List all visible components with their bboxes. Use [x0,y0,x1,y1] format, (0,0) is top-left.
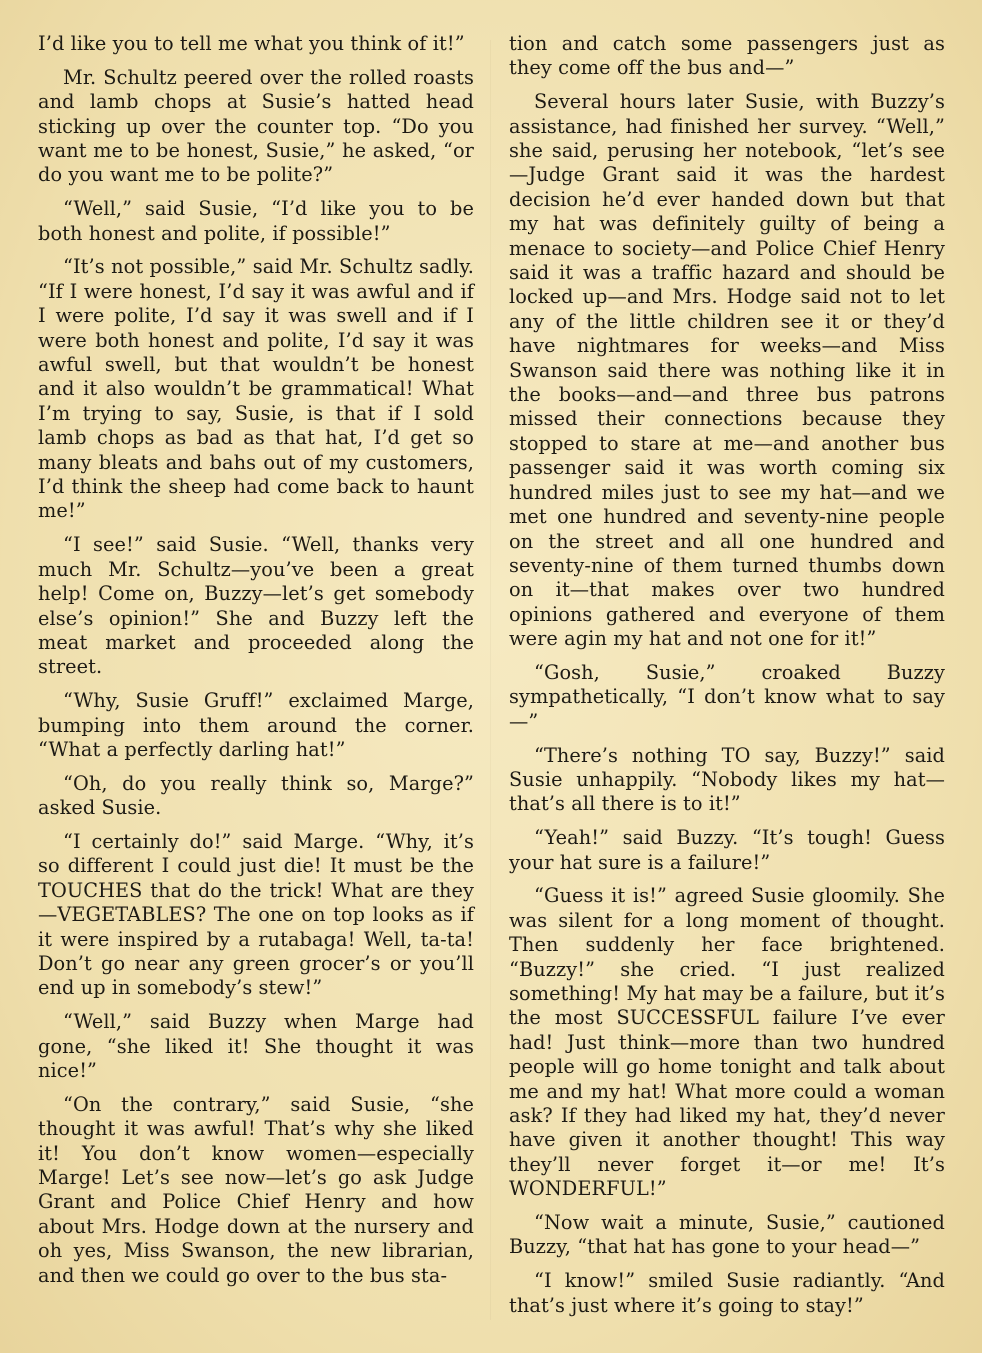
paragraph: “I see!” said Susie. “Well, thanks very much Mr. Schultz—you’ve been a great help! Come on, Buzzy—let’s get somebody else’s opinion!” She and Buzzy left the meat market and proceeded along the street. [38,533,474,679]
paragraph: “Well,” said Buzzy when Marge had gone, “she liked it! She thought it was nice!” [38,1010,474,1082]
paragraph: “Yeah!” said Buzzy. “It’s tough! Guess your hat sure is a failure!” [509,826,945,874]
left-column [38,32,474,1297]
paragraph: “I know!” smiled Susie radiantly. “And that’s just where it’s going to stay!” [509,1269,945,1317]
paragraph: “I certainly do!” said Marge. “Why, it’s so different I could just die! It must be the TOUCHES that do the trick! What are they—VEGETABLES? The one on top looks as if it were inspired by a rutabaga! Well, ta-ta! Don’t go near any green grocer’s or you’ll end up in somebody’s stew!” [38,829,474,1000]
paragraph: “Well,” said Susie, “I’d like you to be both honest and polite, if possible!” [38,197,474,245]
paragraph: I’d like you to tell me what you think of it!” [38,32,465,55]
right-column [509,32,945,1327]
paragraph: “Gosh, Susie,” croaked Buzzy sympathetically, “I don’t know what to say—” [509,660,945,733]
paragraph: “It’s not possible,” said Mr. Schultz sadly. “If I were honest, I’d say it was awful and if I were polite, I’d say it was swell and if I were both honest and polite, I’d say it was awful swell, but that wouldn’t be honest and it also wouldn’t be grammatical! What I’m trying to say, Susie, is that if I sold lamb chops as bad as that hat, I’d get so many bleats and bahs out of my customers, I’d think the sheep had come back to haunt me!” [38,255,474,523]
paragraph: “There’s nothing TO say, Buzzy!” said Susie unhappily. “Nobody likes my hat—that’s all there is to it!” [509,743,945,816]
paragraph: Mr. Schultz peered over the rolled roasts and lamb chops at Susie’s hatted head sticking up over the counter top. “Do you want me to be honest, Susie,” he asked, “or do you want me to be polite?” [38,65,474,187]
paragraph: “Now wait a minute, Susie,” cautioned Buzzy, “that hat has gone to your head—” [509,1211,945,1259]
paragraph: “Oh, do you really think so, Marge?” asked Susie. [38,771,474,820]
paragraph: Several hours later Susie, with Buzzy’s assistance, had finished her survey. “Well,” she said, perusing her notebook, “let’s see—Judge Grant said it was the hardest decision he’d ever handed down but that my hat was definitely guilty of being a menace to society—and Police Chief Henry said it was a traffic hazard and should be locked up—and Mrs. Hodge said not to let any of the little children see it or they’d have nightmares for weeks—and Miss Swanson said there was nothing like it in the books—and—and three bus patrons missed their connections because they stopped to stare at me—and another bus passenger said it was worth coming six hundred miles just to see my hat—and we met one hundred and seventy-nine people on the street and all one hundred and seventy-nine of them turned thumbs down on it—that makes over two hundred opinions gathered and everyone of them were agin my hat and not one for it!” [509,90,945,651]
paragraph: tion and catch some passengers just as they come off the bus and—” [509,32,945,80]
paragraph: “Why, Susie Gruff!” exclaimed Marge, bumping into them around the corner. “What a perfectly darling hat!” [38,689,474,761]
paragraph: “Guess it is!” agreed Susie gloomily. She was silent for a long moment of thought. Then suddenly her face brightened. “Buzzy!” she cried. “I just realized something! My hat may be a failure, but it’s the most SUCCESSFUL failure I’ve ever had! Just think—more than two hundred people will go home tonight and talk about me and my hat! What more could a woman ask? If they had liked my hat, they’d never have given it another thought! This way they’ll never forget it—or me! It’s WONDERFUL!” [509,884,945,1201]
paragraph: “On the contrary,” said Susie, “she thought it was awful! That’s why she liked it! You don’t know women—especially Marge! Let’s see now—let’s go ask Judge Grant and Police Chief Henry and how about Mrs. Hodge down at the nursery and oh yes, Miss Swanson, the new librarian, and then we could go over to the bus sta- [38,1092,474,1287]
column-gutter [490,40,491,1320]
